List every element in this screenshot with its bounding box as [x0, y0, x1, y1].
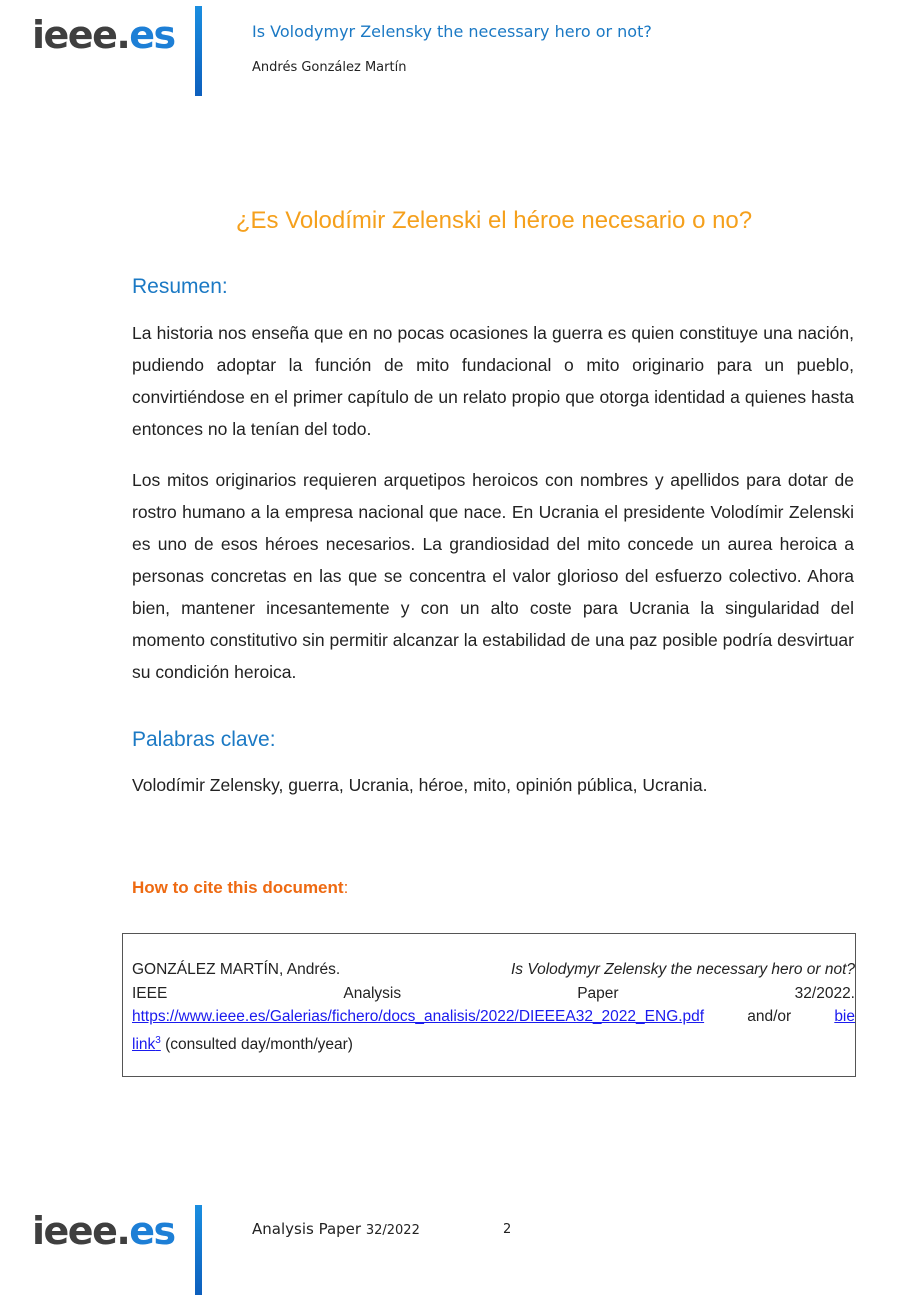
footer-divider-bar [195, 1205, 202, 1295]
footer-paper-number: 32/2022 [365, 1223, 420, 1238]
footnote-marker: 3 [155, 1034, 161, 1046]
citation-title: Is Volodymyr Zelensky the necessary hero or not? [510, 961, 855, 978]
citation-number: 32/2022. [794, 984, 855, 1002]
header-author: Andrés González Martín [252, 60, 407, 75]
header-divider-bar [195, 6, 202, 96]
citation-andor: and/or [747, 1008, 792, 1025]
citation-line-1 [132, 958, 855, 982]
header-title: Is Volodymyr Zelensky the necessary hero or not? [252, 22, 652, 41]
citation-link-text: link [132, 1035, 156, 1053]
resumen-paragraph-1: La historia nos enseña que en no pocas ocasiones la guerra es quien constituye una nación, pudiendo adoptar la función de mito fundacional o mito originario para un pueblo, convirtiéndose en el primer capítulo de un relato propio que otorga identidad a quienes hasta entonces no la tenían del todo. [132, 323, 854, 439]
citation-box [122, 933, 856, 1077]
page-title-text: ¿Es Volodímir Zelenski el héroe necesario o no? [235, 207, 753, 234]
citation-bie-link[interactable]: bie [834, 1008, 855, 1025]
citation-line-3 [132, 1005, 855, 1029]
cite-heading-colon: : [343, 878, 349, 897]
footer-logo-text-dark: ieee. [32, 1209, 130, 1253]
citation-publisher: IEEE [132, 984, 168, 1002]
keywords-text: Volodímir Zelensky, guerra, Ucrania, héroe, mito, opinión pública, Ucrania. [132, 775, 708, 795]
keywords-heading: Palabras clave: [132, 728, 276, 751]
citation-line-2 [132, 982, 855, 1006]
citation-type: Paper [577, 984, 619, 1002]
citation-line-4 [132, 1029, 855, 1057]
resumen-heading: Resumen: [132, 275, 228, 298]
footer-ieee-logo [32, 1209, 175, 1253]
citation-link[interactable] [132, 1036, 161, 1053]
citation-url-link[interactable]: https://www.ieee.es/Galerias/fichero/docs_analisis/2022/DIEEEA32_2022_ENG.pdf [132, 1008, 705, 1025]
citation-author: GONZÁLEZ MARTÍN, Andrés. [132, 961, 341, 978]
page-number: 2 [503, 1222, 512, 1237]
cite-heading [132, 878, 348, 898]
citation-series: Analysis [343, 984, 402, 1002]
logo-text-blue: es [129, 13, 175, 57]
footer-label [252, 1220, 420, 1238]
citation-text [132, 958, 855, 1056]
resumen-paragraph-2: Los mitos originarios requieren arquetipos heroicos con nombres y apellidos para dotar de rostro humano a la empresa nacional que nace. En Ucrania el presidente Volodímir Zelenski es uno de esos héroes necesarios. La grandiosidad del mito concede un aurea heroica a personas concretas en las que se concentra el valor glorioso del esfuerzo colectivo. Ahora bien, mantener incesantemente y con un alto coste para Ucrania la singularidad del momento constitutivo sin permitir alcanzar la estabilidad de una paz posible podría desvirtuar su condición heroica. [132, 470, 854, 682]
footer-label-text: Analysis Paper [252, 1220, 362, 1238]
citation-consulted: (consulted day/month/year) [165, 1035, 353, 1053]
cite-heading-text: How to cite this document [132, 878, 344, 897]
logo-text-dark: ieee. [32, 13, 130, 57]
page-title [0, 207, 920, 235]
ieee-logo [32, 13, 175, 57]
footer-logo-text-blue: es [129, 1209, 175, 1253]
